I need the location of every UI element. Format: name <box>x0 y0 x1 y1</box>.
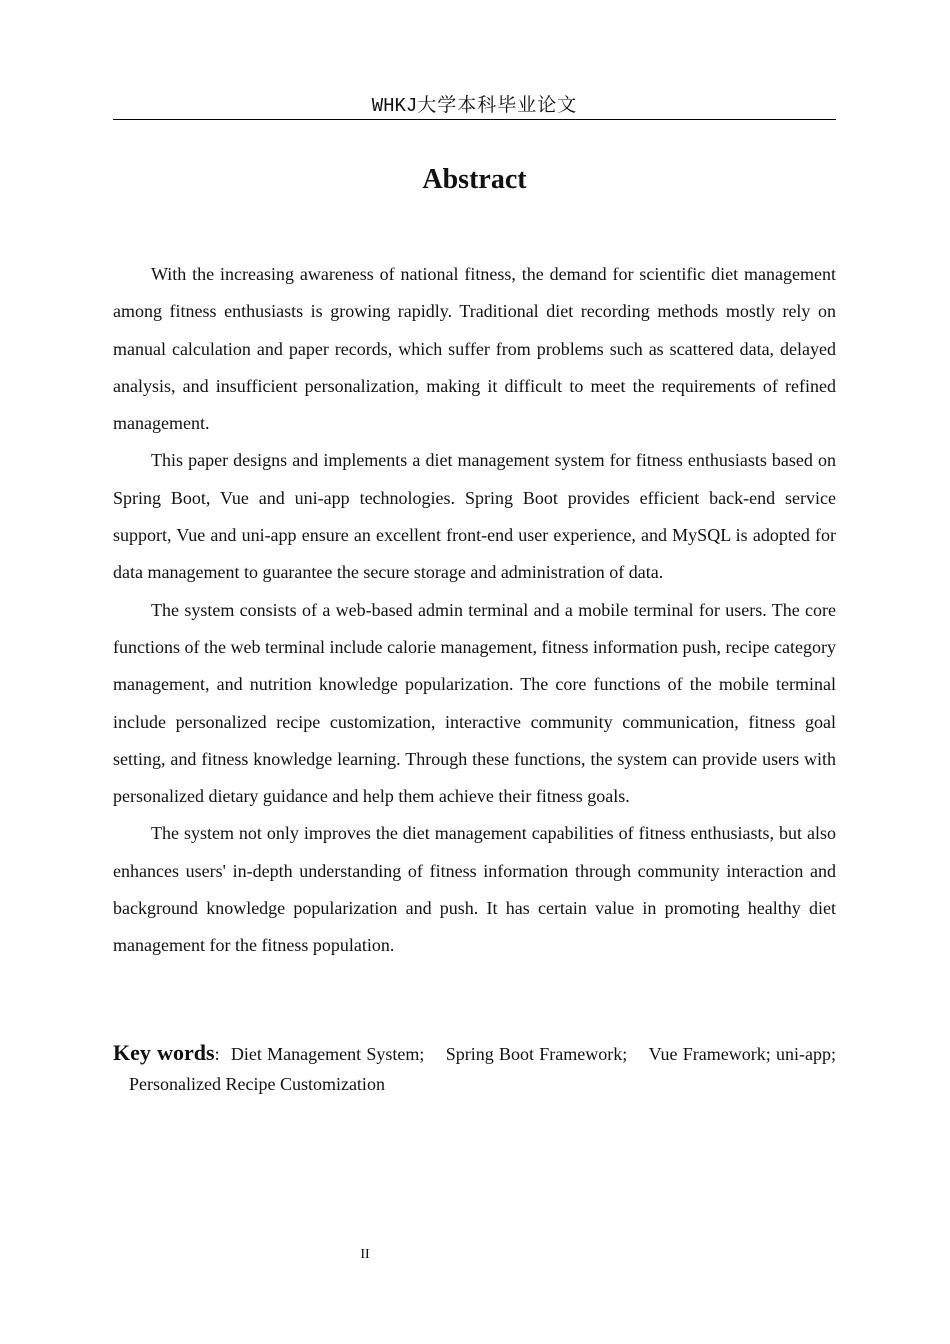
keywords-label: Key words <box>113 1040 215 1065</box>
keyword-item: Diet Management System; <box>230 1044 425 1064</box>
abstract-paragraph-4: The system not only improves the diet management capabilities of fitness enthusiasts, but also enhances users' in-depth understanding of fitness information through community interaction and background knowledge popularization and push. It has certain value in promoting healthy diet management for the fitness population. <box>113 823 836 956</box>
keyword-item: uni-app; <box>776 1044 837 1064</box>
page-title: Abstract <box>422 164 527 195</box>
abstract-paragraph-2: This paper designs and implements a diet management system for fitness enthusiasts based on Spring Boot, Vue and uni-app technologies. Spring Boot provides efficient back-end service support, Vue and uni-app ensure an excellent front-end user experience, and MySQL is adopted for data management to guarantee the secure storage and administration of data. <box>113 450 836 583</box>
keywords-separator: : <box>214 1044 220 1064</box>
header-latin-text: WHKJ <box>371 95 418 117</box>
running-header <box>113 92 836 119</box>
page-number: II <box>360 1247 370 1262</box>
keywords-section <box>113 1038 836 1099</box>
keyword-item: Vue Framework; <box>648 1044 771 1064</box>
header-chinese-text: 大学本科毕业论文 <box>417 94 578 116</box>
keyword-item: Spring Boot Framework; <box>445 1044 628 1064</box>
abstract-paragraph-3: The system consists of a web-based admin terminal and a mobile terminal for users. The core functions of the web terminal include calorie management, fitness information push, recipe category management, and nutrition knowledge popularization. The core functions of the mobile terminal include personalized recipe customization, interactive community communication, fitness goal setting, and fitness knowledge learning. Through these functions, the system can provide users with personalized dietary guidance and help them achieve their fitness goals. <box>113 599 836 807</box>
header-rule <box>113 119 836 120</box>
abstract-body <box>113 256 836 965</box>
keyword-item: Personalized Recipe Customization <box>129 1074 385 1094</box>
abstract-paragraph-1: With the increasing awareness of national fitness, the demand for scientific diet management among fitness enthusiasts is growing rapidly. Traditional diet recording methods mostly rely on manual calculation and paper records, which suffer from problems such as scattered data, delayed analysis, and insufficient personalization, making it difficult to meet the requirements of refined management. <box>113 264 836 434</box>
